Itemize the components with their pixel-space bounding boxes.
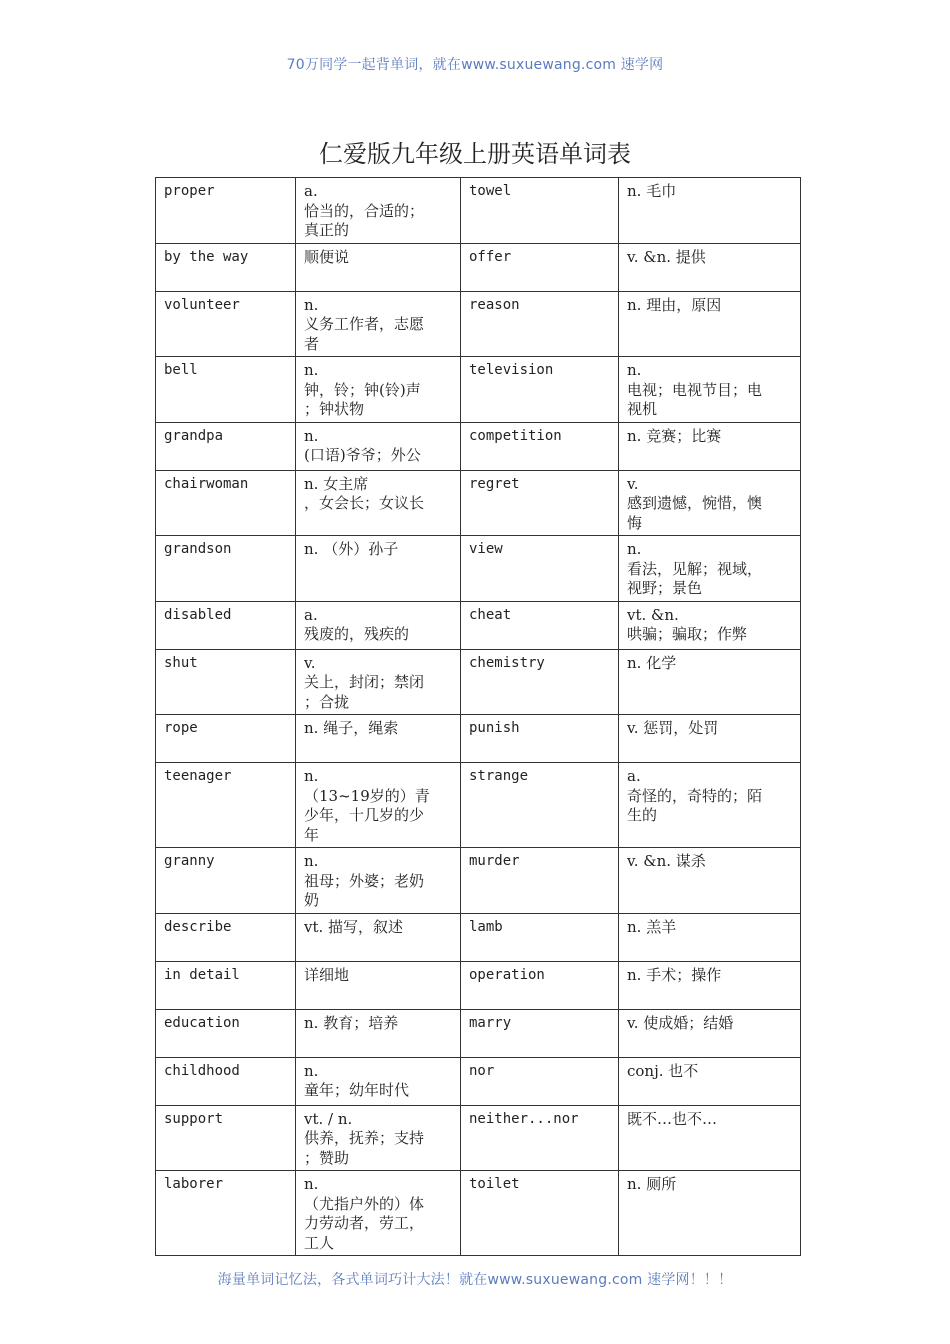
word-cell: chemistry (461, 649, 619, 715)
meaning-cell: n. (口语)爷爷；外公 (296, 422, 461, 470)
bottom-banner: 海量单词记忆法，各式单词巧计大法！就在www.suxuewang.com 速学网！！！ (217, 1272, 733, 1288)
meaning-cell: a. 奇怪的，奇特的；陌 生的 (619, 763, 801, 848)
word-cell: nor (461, 1057, 619, 1105)
word-cell: rope (156, 715, 296, 763)
meaning-cell: v. 惩罚，处罚 (619, 715, 801, 763)
table-row (156, 913, 801, 961)
word-cell: volunteer (156, 291, 296, 357)
word-cell: strange (461, 763, 619, 848)
word-cell: chairwoman (156, 470, 296, 536)
table-row (156, 961, 801, 1009)
word-cell: punish (461, 715, 619, 763)
word-cell: describe (156, 913, 296, 961)
meaning-cell: a. 恰当的，合适的； 真正的 (296, 178, 461, 244)
meaning-cell: vt. / n. 供养，抚养；支持 ；赞助 (296, 1105, 461, 1171)
word-cell: laborer (156, 1171, 296, 1256)
meaning-cell: v. 关上，封闭；禁闭 ；合拢 (296, 649, 461, 715)
table-row (156, 357, 801, 423)
meaning-cell: v. &n. 谋杀 (619, 848, 801, 914)
word-cell: by the way (156, 243, 296, 291)
top-banner: 70万同学一起背单词，就在www.suxuewang.com 速学网 (286, 57, 664, 73)
word-cell: offer (461, 243, 619, 291)
meaning-cell: n. 教育；培养 (296, 1009, 461, 1057)
meaning-cell: n. 钟，铃；钟(铃)声 ；钟状物 (296, 357, 461, 423)
page-title: 仁爱版九年级上册英语单词表 (319, 140, 631, 168)
meaning-cell: n. 羔羊 (619, 913, 801, 961)
meaning-cell: v. 使成婚；结婚 (619, 1009, 801, 1057)
word-cell: teenager (156, 763, 296, 848)
word-cell: childhood (156, 1057, 296, 1105)
meaning-cell: 详细地 (296, 961, 461, 1009)
meaning-cell: n. 童年；幼年时代 (296, 1057, 461, 1105)
table-row (156, 422, 801, 470)
word-cell: proper (156, 178, 296, 244)
meaning-cell: n. 看法，见解；视域， 视野；景色 (619, 536, 801, 602)
table-row (156, 763, 801, 848)
word-cell: toilet (461, 1171, 619, 1256)
meaning-cell: n. （尤指户外的）体 力劳动者，劳工， 工人 (296, 1171, 461, 1256)
meaning-cell: n. 竞赛；比赛 (619, 422, 801, 470)
meaning-cell: vt. &n. 哄骗；骗取；作弊 (619, 601, 801, 649)
word-cell: shut (156, 649, 296, 715)
table-row (156, 1105, 801, 1171)
word-cell: regret (461, 470, 619, 536)
table-row (156, 649, 801, 715)
table-row (156, 178, 801, 244)
meaning-cell: n. 厕所 (619, 1171, 801, 1256)
word-cell: marry (461, 1009, 619, 1057)
meaning-cell: v. 感到遗憾，惋惜，懊 悔 (619, 470, 801, 536)
meaning-cell: 既不…也不… (619, 1105, 801, 1171)
table-row (156, 1171, 801, 1256)
meaning-cell: a. 残废的，残疾的 (296, 601, 461, 649)
meaning-cell: conj. 也不 (619, 1057, 801, 1105)
table-row (156, 536, 801, 602)
table-row (156, 1057, 801, 1105)
word-cell: lamb (461, 913, 619, 961)
table-row (156, 243, 801, 291)
meaning-cell: n. 电视；电视节目；电 视机 (619, 357, 801, 423)
table-row (156, 715, 801, 763)
word-cell: murder (461, 848, 619, 914)
vocabulary-table (155, 177, 801, 1256)
meaning-cell: 顺便说 (296, 243, 461, 291)
meaning-cell: n. 理由，原因 (619, 291, 801, 357)
meaning-cell: n. （13~19岁的）青 少年，十几岁的少 年 (296, 763, 461, 848)
word-cell: television (461, 357, 619, 423)
meaning-cell: n. 手术；操作 (619, 961, 801, 1009)
table-row (156, 470, 801, 536)
word-cell: view (461, 536, 619, 602)
meaning-cell: n. 女主席 ，女会长；女议长 (296, 470, 461, 536)
meaning-cell: n. 绳子，绳索 (296, 715, 461, 763)
meaning-cell: n. 义务工作者，志愿 者 (296, 291, 461, 357)
word-cell: bell (156, 357, 296, 423)
word-cell: cheat (461, 601, 619, 649)
word-cell: support (156, 1105, 296, 1171)
word-cell: operation (461, 961, 619, 1009)
word-cell: neither...nor (461, 1105, 619, 1171)
meaning-cell: n. （外）孙子 (296, 536, 461, 602)
meaning-cell: vt. 描写，叙述 (296, 913, 461, 961)
word-cell: grandpa (156, 422, 296, 470)
word-cell: towel (461, 178, 619, 244)
word-cell: education (156, 1009, 296, 1057)
word-cell: disabled (156, 601, 296, 649)
table-row (156, 848, 801, 914)
meaning-cell: n. 化学 (619, 649, 801, 715)
word-cell: in detail (156, 961, 296, 1009)
meaning-cell: v. &n. 提供 (619, 243, 801, 291)
table-row (156, 291, 801, 357)
table-row (156, 601, 801, 649)
meaning-cell: n. 毛巾 (619, 178, 801, 244)
word-cell: granny (156, 848, 296, 914)
word-cell: competition (461, 422, 619, 470)
table-row (156, 1009, 801, 1057)
word-cell: grandson (156, 536, 296, 602)
word-cell: reason (461, 291, 619, 357)
meaning-cell: n. 祖母；外婆；老奶 奶 (296, 848, 461, 914)
